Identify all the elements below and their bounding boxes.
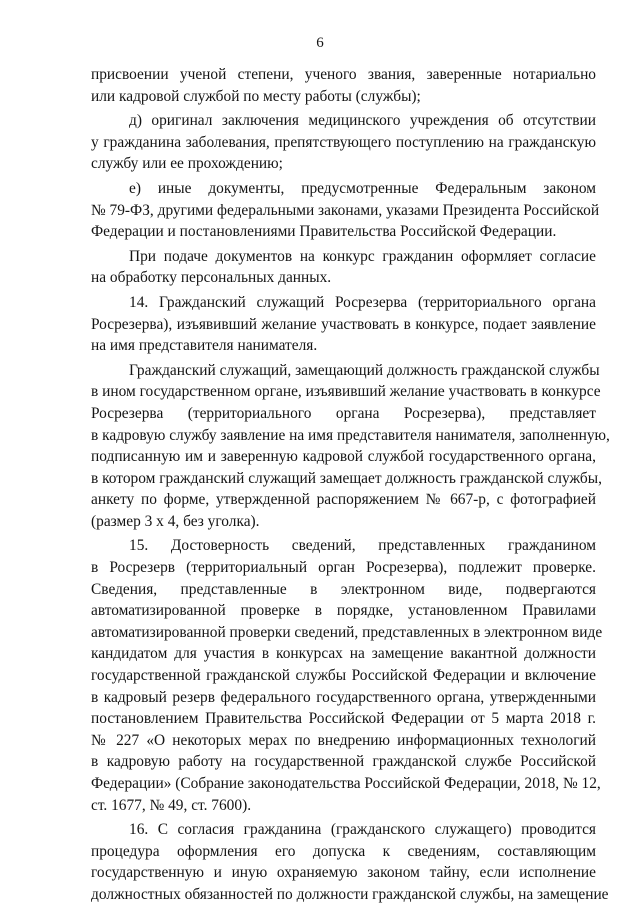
text-line: на имя представителя нанимателя. xyxy=(91,337,318,355)
text-line: анкету по форме, утвержденной распоряжением № 667-р, с фотографией xyxy=(91,491,596,509)
text-line: автоматизированной проверки сведений, представленных в электронном виде xyxy=(91,623,603,641)
text-line: в котором гражданский служащий замещает должность гражданской службы, xyxy=(91,469,602,487)
text-line: кандидатом для участия в конкурсах на замещение вакантной должности xyxy=(91,645,596,663)
text-line: подписанную им и заверенную кадровой службой государственного органа, xyxy=(91,448,596,466)
text-line: № 79-ФЗ, другими федеральными законами, указами Президента Российской xyxy=(91,201,600,219)
text-line: Федерации и постановлениями Правительства Российской Федерации. xyxy=(91,223,557,241)
text-line: (размер 3 х 4, без уголка). xyxy=(91,512,260,530)
text-line: 14. Гражданский служащий Росрезерва (территориального органа xyxy=(129,293,596,311)
text-line: процедура оформления его допуска к сведениям, составляющим xyxy=(91,842,596,860)
text-line: Сведения, представленные в электронном виде, подвергаются xyxy=(91,580,596,598)
text-line: Росрезерва (территориального органа Росрезерва), представляет xyxy=(91,404,596,422)
text-line: в кадровую работу на государственной гражданской службе Российской xyxy=(91,753,596,771)
text-line: на обработку персональных данных. xyxy=(91,269,332,287)
text-line: у гражданина заболевания, препятствующего поступлению на гражданскую xyxy=(91,133,596,151)
text-line: государственную и иную охраняемую законом тайну, если исполнение xyxy=(91,864,596,882)
text-line: Гражданский служащий, замещающий должность гражданской службы xyxy=(129,361,600,379)
text-line: в кадровую службу заявление на имя представителя нанимателя, заполненную, xyxy=(91,426,610,444)
text-line: в ином государственном органе, изъявивший желание участвовать в конкурсе xyxy=(91,383,601,401)
body-text xyxy=(91,64,610,906)
text-line: в кадровый резерв федерального государственного органа, утвержденными xyxy=(91,688,596,706)
text-line: При подаче документов на конкурс гражданин оформляет согласие xyxy=(129,247,596,265)
text-line: автоматизированной проверке в порядке, установленном Правилами xyxy=(91,602,596,620)
page-number: 6 xyxy=(316,35,324,51)
text-line: № 227 «О некоторых мерах по внедрению информационных технологий xyxy=(91,731,596,749)
text-line: е) иные документы, предусмотренные Федеральным законом xyxy=(129,179,596,197)
text-line: Федерации» (Собрание законодательства Российской Федерации, 2018, № 12, xyxy=(91,775,601,792)
text-line: в Росрезерв (территориальный орган Росрезерва), подлежит проверке. xyxy=(91,559,596,577)
text-line: или кадровой службой по месту работы (службы); xyxy=(91,87,421,105)
text-line: должностных обязанностей по должности гражданской службы, на замещение xyxy=(91,885,609,903)
text-line: постановлением Правительства Российской Федерации от 5 марта 2018 г. xyxy=(91,710,596,728)
text-line: д) оригинал заключения медицинского учреждения об отсутствии xyxy=(129,112,596,130)
text-line: службу или ее прохождению; xyxy=(91,155,283,173)
text-line: 16. С согласия гражданина (гражданского служащего) проводится xyxy=(129,821,596,839)
text-line: присвоении ученой степени, ученого звания, заверенные нотариально xyxy=(91,66,596,83)
text-line: 15. Достоверность сведений, представленных гражданином xyxy=(129,537,596,555)
text-line: государственной гражданской службы Российской Федерации и включение xyxy=(91,667,596,685)
text-line: ст. 1677, № 49, ст. 7600). xyxy=(91,796,252,814)
text-line: Росрезерва), изъявивший желание участвовать в конкурсе, подает заявление xyxy=(91,315,596,333)
